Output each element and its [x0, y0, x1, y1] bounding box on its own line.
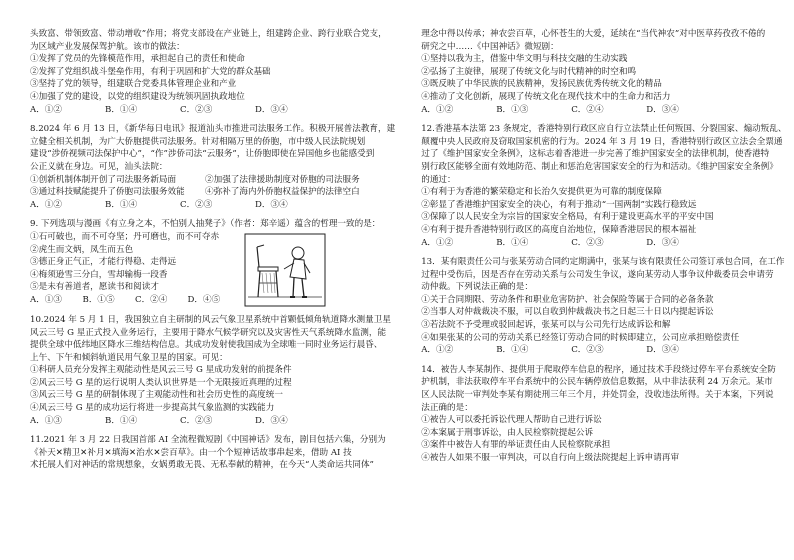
choice-b[interactable]: B．①⑤	[82, 294, 115, 305]
q8-stem-line: 公正义就在身边。可见，汕头法院：	[30, 161, 168, 172]
q7-option: ③坚持了党的领导，组建联合党委具体管理企业和产业	[30, 79, 237, 90]
q10-stem-line: 上午、下午和倾斜轨道民用气象卫星的国家。可见：	[30, 352, 228, 363]
choice-c[interactable]: C．②③	[180, 104, 213, 115]
q9-option: ②虎生而文炳，凤生而五色	[30, 244, 134, 255]
q7-choices	[30, 104, 330, 117]
q12-stem-line: 颠覆中央人民政府及窃取国家机密的行为。2024 年 3 月 19 日，香港特别行政区立法会全票通	[421, 136, 783, 147]
q13-option: ①关于合同期限、劳动条件和职业危害防护、社会保险等属于合同的必备条款	[421, 294, 714, 305]
q13-option: ③若法院不予受理或驳回起诉，张某可以与公司先行达成诉讼和解	[421, 320, 671, 331]
q7-option: ④加强了党的建设，以党的组织建设为统领巩固执政地位	[30, 91, 245, 102]
q12-choices	[421, 237, 721, 250]
q14-stem-line: 14．被告人李某制作、提供用于爬取停车信息的程序，通过技术手段绕过停车平台系统安全防	[421, 364, 776, 375]
q8-option: ④弥补了海内外侨胞权益保护的法律空白	[205, 187, 360, 198]
q7-option: ②发挥了党组织战斗堡垒作用，有利于巩固和扩大党的群众基础	[30, 66, 271, 77]
q14-stem-line: 区人民法院一审判处李某有期徒刑三年三个月，并处罚金，没收违法所得。关于本案，下列说	[421, 390, 774, 401]
q13-option: ④如果张某的公司的劳动关系已经签订劳动合同的时候即建立，公司应承担赔偿责任	[421, 332, 740, 343]
choice-c[interactable]: C．②④	[135, 294, 168, 305]
q9-body	[30, 231, 395, 307]
q9-options	[30, 231, 240, 307]
q10-option: ①科研人员充分发挥主观能动性是风云三号 G 星成功发射的前提条件	[30, 365, 292, 376]
q13-choices	[421, 344, 721, 357]
q8-stem-line: 建设“涉侨视频司法保护中心”，“作”涉侨司法“云服务”，让侨胞即使在异国他乡也能感受到	[30, 149, 375, 160]
q14-option: ③案件中被告人有罪的举证责任由人民检察院承担	[421, 440, 611, 451]
choice-a[interactable]: A．①③	[30, 294, 62, 305]
cartoon-illustration	[244, 233, 326, 307]
choice-b[interactable]: B．①④	[105, 104, 138, 115]
choice-a[interactable]: A．①②	[421, 237, 454, 248]
q8-option-row	[30, 174, 395, 187]
q13-option: ②当事人对仲裁裁决不服，可以自收到仲裁裁决书之日起三十日以内提起诉讼	[421, 307, 714, 318]
q9-choices	[30, 294, 240, 307]
q10-stem-line: 10.2024 年 5 月 1 日，我国独立自主研制的风云气象卫星系统中首颗低倾角轨道降水测量卫星	[30, 314, 391, 325]
q7-stem-line: 头致富、带领致富、带动增收”作用；将党支部设在产业链上，组建跨企业、跨行业联合党支，	[30, 29, 387, 39]
q10-option: ④风云三号 G 星的成功运行将进一步提高其气象监测的实践能力	[30, 403, 275, 414]
q8-option: ②加强了法律援助制度对侨胞的司法服务	[205, 174, 360, 185]
left-column	[30, 28, 395, 560]
q14-stem-line: 法正确的是：	[421, 402, 473, 413]
choice-d[interactable]: D．③④	[255, 199, 288, 210]
q11-option: ①坚持以我为主，借鉴中华文明与科技交融的生动实践	[421, 54, 628, 65]
q10-option: ③风云三号 G 星的研制体现了主观能动性和社会历史性的高度统一	[30, 390, 283, 401]
q14-option: ①被告人可以委托诉讼代理人帮助自己进行诉讼	[421, 415, 602, 426]
choice-a[interactable]: A．①②	[30, 199, 62, 210]
choice-d[interactable]: D．③④	[255, 415, 288, 426]
choice-b[interactable]: B．①④	[105, 199, 138, 210]
q12-stem-line: 别行政区能够全面有效地防范、制止和惩治危害国家安全的行为和活动。《维护国家安全条例》	[421, 161, 778, 172]
q14-stem-line: 护机制，非法获取停车平台系统中的公民车辆停放信息数据，从中非法获利 24 万余元。某市	[421, 377, 773, 388]
choice-c[interactable]: C．②③	[571, 345, 604, 356]
q11-stem-line: 11.2021 年 3 月 22 日我国首部 AI 全流程微短剧《中国神话》发布，剧目包括六集，分别为	[30, 435, 386, 446]
choice-a[interactable]: A．①③	[30, 415, 62, 426]
q10-stem-line: 风云三号 G 星正式投入业务运行，主要用于降水气候学研究以及灾害性天气系统降水监测，能	[30, 327, 387, 338]
q11-choices	[421, 104, 721, 117]
q9-option: ①石可破也，而不可夺坚；丹可磨也，而不可夺赤	[30, 231, 220, 242]
q9-option: ④梅须逊雪三分白，雪却输梅一段香	[30, 269, 168, 280]
choice-b[interactable]: B．①③	[496, 104, 529, 115]
q12-stem-line: 过了《维护国家安全条例》，这标志着香港进一步完善了维护国家安全的法律机制，使香港特	[421, 149, 770, 160]
q9-option: ⑤是未有善道者，愿读书和阅读才	[30, 282, 159, 293]
q11-option: ③既反映了中华民族的民族精神，发扬民族优秀传统文化的精品	[421, 79, 662, 90]
choice-a[interactable]: A．①②	[421, 104, 454, 115]
choice-d[interactable]: D．③④	[646, 345, 679, 356]
choice-d[interactable]: D．④⑤	[187, 294, 221, 305]
q8-stem-line: 8.2024 年 6 月 13 日，《新华每日电讯》报道汕头市推进司法服务工作。积极开展普法教育，建	[30, 124, 396, 135]
q9-stem: 9. 下列选项与漫画《有立身之本，不怕别人抽凳子》（作者：郑辛遥）蕴含的哲理一致的是：	[30, 219, 381, 230]
q11-stem-line: 术托展人们对神话的常规想象，女娲勇敢无畏、无私奉献的精神，在今天“人类命运共同体”	[30, 460, 374, 471]
choice-b[interactable]: B．①④	[105, 415, 138, 426]
q10-option: ②风云三号 G 星的运行说明人类认识世界是一个无限接近真理的过程	[30, 377, 292, 388]
choice-c[interactable]: C．②③	[180, 199, 213, 210]
q13-stem-line: 过程中受伤后，因是否存在劳动关系与公司发生争议，遂向某劳动人事争议仲裁委员会申请劳	[421, 269, 774, 280]
q8-option-row	[30, 186, 395, 199]
q12-option: ②彰显了香港维护国家安全的决心，有利于推动“一国两制”实践行稳致远	[421, 199, 697, 210]
q8-stem-line: 立健全相关机制，为广大侨胞提供司法服务。针对相隔万里的侨胞，市中级人民法院规划	[30, 136, 366, 147]
q12-option: ③保障了以人民安全为宗旨的国家安全格局，有利于建设更高水平的平安中国	[421, 212, 714, 223]
q13-stem-line: 动仲裁。下列说法正确的是：	[421, 282, 533, 293]
q14-option: ④被告人如果不服一审判决，可以自行向上级法院提起上诉申请再审	[421, 453, 680, 463]
q7-option: ①发挥了党员的先锋模范作用，承担起自己的责任和使命	[30, 54, 245, 65]
q11-option: ④推动了文化创新，展现了传统文化在现代技术中的生命力和活力	[421, 91, 671, 102]
choice-a[interactable]: A．①②	[30, 104, 62, 115]
q8-choices	[30, 199, 330, 212]
choice-b[interactable]: B．①④	[496, 345, 529, 356]
q11-stem-line: 《补天✕精卫✕补月✕填海✕治水✕尝百草》。由一个个短神话故事串起来，借助 AI 技	[30, 447, 352, 458]
q9-option: ③德正身正气正，才能行得稳、走得远	[30, 257, 177, 268]
cartoon-figure	[244, 233, 326, 307]
q10-stem-line: 提供全球中低纬地区降水三维结构信息。其成功发射使我国成为全球唯一同时业务运行晨昏、	[30, 340, 383, 351]
q8-option: ①创新机制体制开创了司法服务新局面	[30, 174, 177, 185]
right-column	[421, 28, 786, 560]
choice-a[interactable]: A．①②	[421, 345, 454, 356]
choice-b[interactable]: B．①④	[496, 237, 529, 248]
choice-d[interactable]: D．③④	[646, 237, 679, 248]
q11-option: ②弘扬了主旋律，展现了传统文化与时代精神的时空和鸣	[421, 66, 637, 77]
q14-option: ②本案属于刑事诉讼，由人民检察院提起公诉	[421, 427, 594, 438]
q12-option: ①有利于为香港的繁荣稳定和长治久安提供更为可靠的制度保障	[421, 187, 662, 198]
q11-stem-line: 研究之中……《中国神话》微短剧：	[421, 41, 559, 52]
choice-d[interactable]: D．③④	[646, 104, 679, 115]
q7-stem-line: 为区域产业发展保驾护航。该市的做法：	[30, 41, 185, 52]
q12-stem-line: 的通过：	[421, 174, 456, 185]
choice-c[interactable]: C．②③	[180, 415, 213, 426]
choice-d[interactable]: D．③④	[255, 104, 288, 115]
choice-c[interactable]: C．②③	[571, 237, 604, 248]
q8-option: ③通过科技赋能提升了侨胞司法服务效能	[30, 187, 185, 198]
choice-c[interactable]: C．②④	[571, 104, 604, 115]
q11-stem-line: 理念中得以传承；神农尝百草，心怀苍生的大爱，延续在“当代神农”对中医草药孜孜不倦的	[421, 29, 766, 39]
q12-stem-line: 12.香港基本法第 23 条规定，香港特别行政区应自行立法禁止任何叛国、分裂国家、煽动叛乱、	[421, 124, 787, 135]
q13-stem-line: 13．某有限责任公司与张某劳动合同约定期满中，张某与该有限责任公司签订承包合同，在工作	[421, 257, 785, 268]
q12-option: ④有利于提升香港特别行政区的高度自治地位，保障香港居民的根本福祉	[421, 224, 697, 235]
q10-choices	[30, 415, 330, 428]
